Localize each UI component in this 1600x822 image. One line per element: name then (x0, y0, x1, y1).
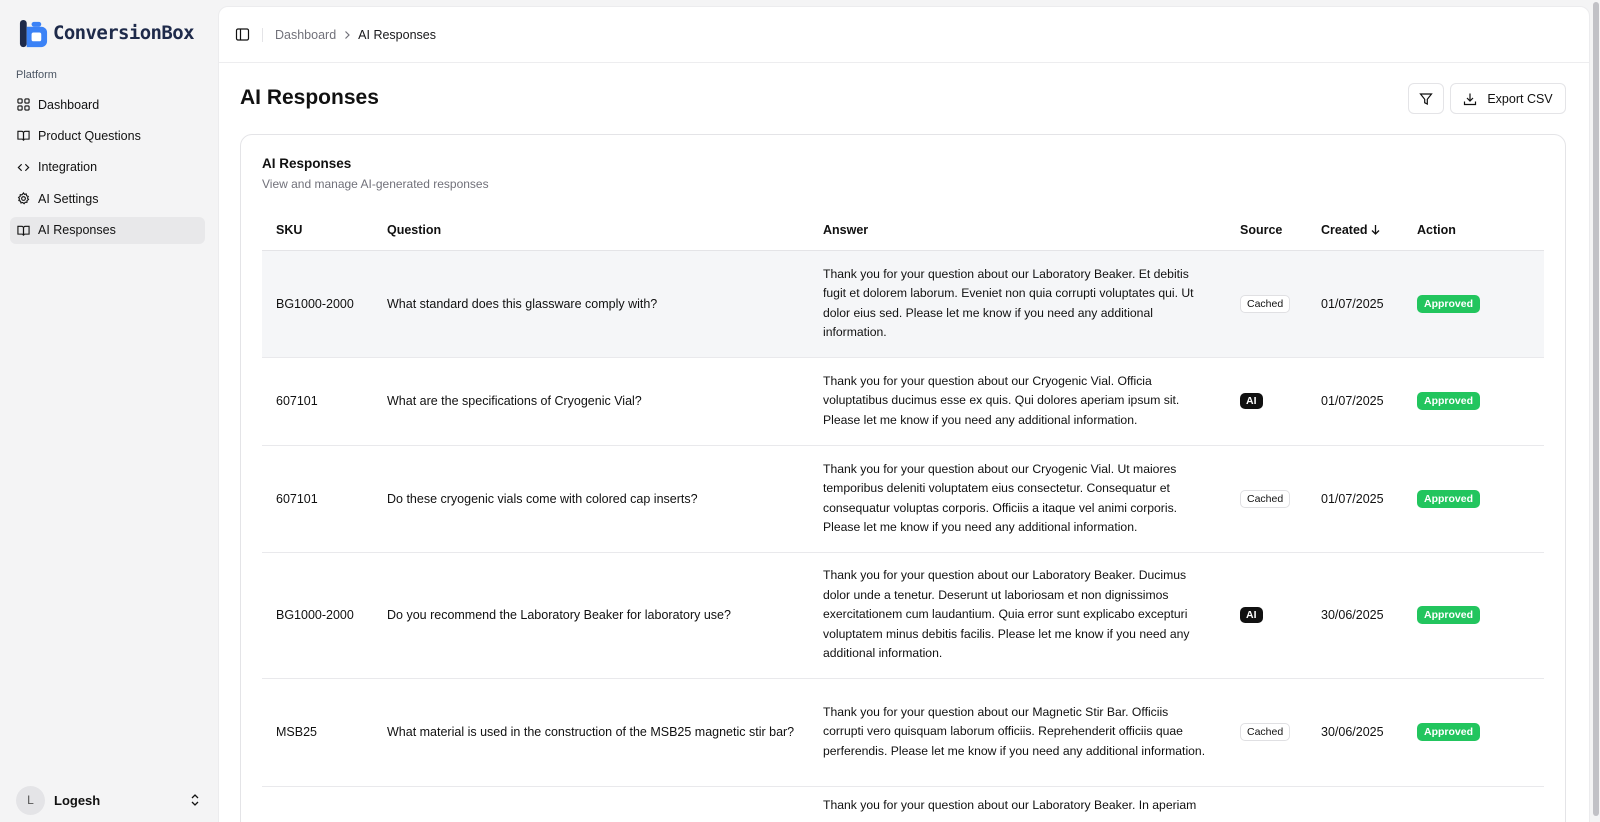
cell-answer: Thank you for your question about our Laboratory Beaker. Ducimus dolor unde a tenetur. Deserunt ut laboriosam et non dignissimos exercitationem cum laudantium. Quia error sunt explicabo excepturi voluptatem minus debitis facilis. Please let me know if you need any additional information. (809, 552, 1226, 678)
source-badge: AI (1240, 607, 1263, 623)
cell-created: 30/06/2025 (1307, 552, 1403, 678)
table-row[interactable] (262, 357, 1544, 445)
source-badge: Cached (1240, 723, 1290, 741)
sidebar-item-label: Integration (38, 160, 98, 175)
divider (262, 28, 263, 42)
cell-question: What material is used in the construction of the MSB25 magnetic stir bar? (373, 678, 809, 786)
column-header-created[interactable] (1307, 211, 1403, 250)
breadcrumb (275, 28, 436, 42)
code-icon (17, 161, 30, 174)
nav-group-label: Platform (16, 69, 57, 81)
cell-question: What are the specifications of Cryogenic Vial? (373, 357, 809, 445)
avatar: L (16, 786, 45, 815)
cell-answer: Thank you for your question about our Cryogenic Vial. Ut maiores temporibus deleniti voluptatem eius consectetur. Consequatur et consequatur voluptas corporis. Officiis a itaque vel animi corporis. Please let me know if you need any additional information. (809, 445, 1226, 552)
cell-answer: Thank you for your question about our Laboratory Beaker. In aperiam (809, 786, 1226, 822)
cell-sku: BG1000-2000 (262, 552, 373, 678)
cell-created: 01/07/2025 (1307, 357, 1403, 445)
brand-name: ConversionBox (53, 22, 194, 44)
cell-source (1226, 357, 1307, 445)
column-header-created-label: Created (1321, 223, 1368, 238)
gear-icon (17, 192, 30, 205)
sidebar-item-label: Product Questions (38, 128, 141, 143)
cell-action (1403, 786, 1544, 822)
sidebar-item-product-questions[interactable] (10, 122, 205, 149)
cell-sku: BG1000-2000 (262, 250, 373, 357)
cell-question (373, 786, 809, 822)
cell-source (1226, 786, 1307, 822)
status-badge[interactable]: Approved (1417, 490, 1480, 508)
sidebar-toggle-icon[interactable] (235, 27, 250, 42)
table-row[interactable] (262, 786, 1544, 822)
status-badge[interactable]: Approved (1417, 392, 1480, 410)
export-csv-label: Export CSV (1487, 91, 1553, 106)
cell-answer: Thank you for your question about our Cryogenic Vial. Officia voluptatibus ducimus esse ex quis. Qui dolores aperiam ipsum sit. Please let me know if you need any additional information. (809, 357, 1226, 445)
cell-sku (262, 786, 373, 822)
breadcrumb-current: AI Responses (358, 27, 436, 42)
cell-question: Do these cryogenic vials come with colored cap inserts? (373, 445, 809, 552)
card-description: View and manage AI-generated responses (262, 177, 489, 191)
cell-created (1307, 786, 1403, 822)
filter-icon (1419, 92, 1433, 106)
sidebar-item-label: AI Settings (38, 191, 99, 206)
table-row[interactable] (262, 445, 1544, 552)
table-row[interactable] (262, 678, 1544, 786)
table-header-row (262, 211, 1544, 250)
table-row[interactable] (262, 552, 1544, 678)
column-header-sku[interactable]: SKU (262, 211, 373, 250)
status-badge[interactable]: Approved (1417, 295, 1480, 313)
sidebar-item-label: AI Responses (38, 223, 116, 238)
top-bar (219, 7, 1589, 63)
cell-question: What standard does this glassware comply with? (373, 250, 809, 357)
conversionbox-logo-icon (18, 18, 49, 49)
card-title: AI Responses (262, 156, 352, 171)
cell-source (1226, 552, 1307, 678)
cell-action (1403, 250, 1544, 357)
cell-source (1226, 678, 1307, 786)
page-title: AI Responses (240, 86, 379, 109)
cell-action (1403, 678, 1544, 786)
cell-sku: 607101 (262, 357, 373, 445)
responses-table (262, 211, 1544, 822)
cell-sku: 607101 (262, 445, 373, 552)
source-badge: Cached (1240, 295, 1290, 313)
sidebar-nav (10, 91, 205, 248)
sidebar-item-integration[interactable] (10, 154, 205, 181)
user-menu[interactable] (16, 785, 201, 815)
cell-answer: Thank you for your question about our Magnetic Stir Bar. Officiis corrupti vero quisquam laborum officiis. Reprehenderit officiis quae perferendis. Please let me know if you need any additional information. (809, 678, 1226, 786)
cell-answer: Thank you for your question about our Laboratory Beaker. Et debitis fugit et dolorem laborum. Eveniet non quia corrupti voluptates qui. Ut dolor eius sed. Please let me know if you need any additional information. (809, 250, 1226, 357)
book-icon (17, 129, 30, 142)
column-header-answer[interactable]: Answer (809, 211, 1226, 250)
column-header-question[interactable]: Question (373, 211, 809, 250)
source-badge: Cached (1240, 490, 1290, 508)
cell-created: 30/06/2025 (1307, 678, 1403, 786)
brand-logo[interactable] (18, 17, 194, 49)
user-name: Logesh (54, 792, 101, 808)
book-open-icon (17, 224, 30, 237)
responses-card (240, 134, 1566, 822)
table-row[interactable] (262, 250, 1544, 357)
filter-button[interactable] (1408, 83, 1444, 114)
cell-source (1226, 445, 1307, 552)
status-badge[interactable]: Approved (1417, 606, 1480, 624)
cell-action (1403, 357, 1544, 445)
sidebar-item-ai-settings[interactable] (10, 185, 205, 212)
column-header-action[interactable]: Action (1403, 211, 1544, 250)
cell-sku: MSB25 (262, 678, 373, 786)
download-icon (1463, 92, 1477, 106)
cell-action (1403, 445, 1544, 552)
column-header-source[interactable]: Source (1226, 211, 1307, 250)
page-scrollbar-thumb[interactable] (1593, 2, 1599, 816)
sidebar-item-dashboard[interactable] (10, 91, 205, 118)
export-csv-button[interactable] (1450, 83, 1566, 114)
main-panel (218, 6, 1590, 822)
cell-created: 01/07/2025 (1307, 250, 1403, 357)
source-badge: AI (1240, 393, 1263, 409)
breadcrumb-link-dashboard[interactable]: Dashboard (275, 27, 337, 42)
chevron-right-icon (342, 30, 352, 40)
status-badge[interactable]: Approved (1417, 723, 1480, 741)
grid-icon (17, 98, 30, 111)
cell-action (1403, 552, 1544, 678)
arrow-down-icon (1370, 224, 1381, 235)
cell-created: 01/07/2025 (1307, 445, 1403, 552)
sidebar-item-label: Dashboard (38, 97, 100, 112)
sidebar-item-ai-responses[interactable] (10, 217, 205, 244)
cell-source (1226, 250, 1307, 357)
cell-question: Do you recommend the Laboratory Beaker for laboratory use? (373, 552, 809, 678)
chevrons-up-down-icon (189, 793, 201, 807)
sidebar (0, 0, 218, 822)
